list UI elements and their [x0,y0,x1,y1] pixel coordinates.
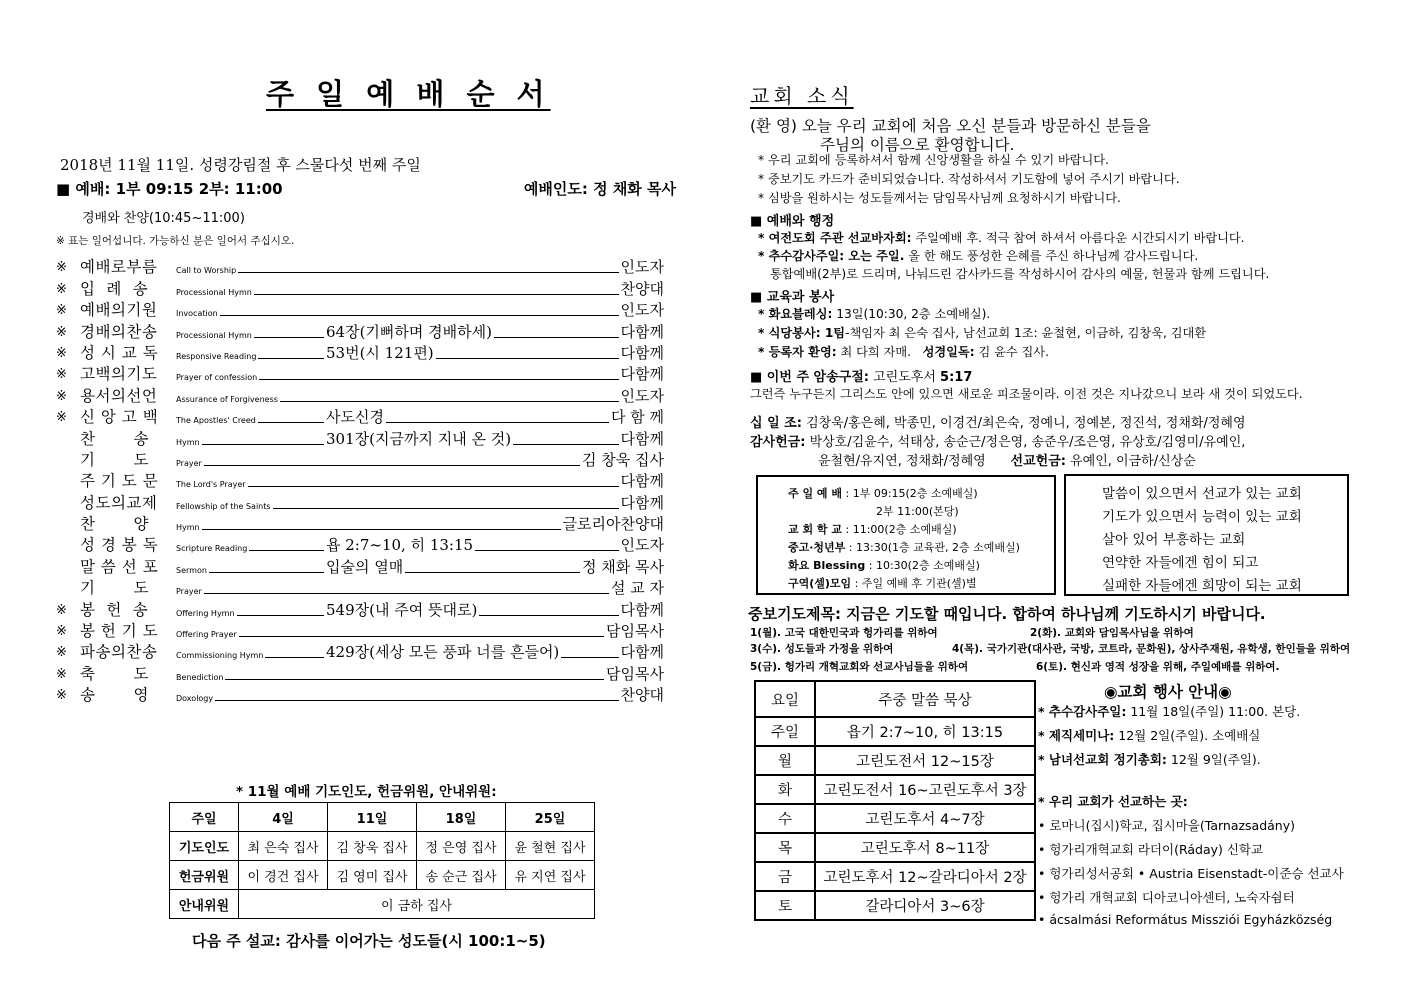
memory-verse-heading: ■ 이번 주 암송구절: 고린도후서 5:17 [750,370,973,385]
leader-line [479,615,618,616]
leader-line [386,422,609,423]
event-item: * 추수감사주일: 11월 18일(주일) 11:00. 본당. [1038,704,1301,719]
table-cell: 정 은영 집사 [417,832,506,861]
page-title: 주 일 예 배 순 서 [266,77,551,111]
welcome-item: * 심방을 원하시는 성도들께서는 담임목사님께 요청하시기 바랍니다. [758,191,1121,205]
table-row [755,775,1035,804]
stand-mark: ※ [56,281,67,297]
worship-order-row [56,256,664,277]
order-item-name: 찬 양 [80,515,149,534]
mission-item: • 헝가리개혁교회 라더이(Ráday) 신학교 [1038,842,1264,857]
prayer-topic: 1(월). 고국 대한민국과 헝가리를 위하여 [750,627,938,639]
table-header: 주중 말씀 묵상 [815,681,1035,717]
day-cell: 화 [755,775,815,804]
worship-order-row [56,662,664,683]
order-item-name: 봉 헌 송 [80,600,149,619]
order-item-leader: 다함께 [620,643,664,662]
schedule-line: 2부 11:00(본당) [876,505,959,518]
order-item-leader: 다함께 [620,343,664,362]
order-item-name: 예배로부름 [80,258,158,277]
scripture-cell: 욥기 2:7~10, 히 13:15 [815,717,1035,746]
order-item-name: 예배의기원 [80,301,158,320]
order-item-name: 송 영 [80,686,149,705]
news-item: * 화요블레싱: 13일(10:30, 2층 소예배실). [758,307,991,321]
events-title: ◉교회 행사 안내◉ [1104,683,1232,701]
leader-line [259,379,618,380]
next-sermon: 다음 주 설교: 감사를 이어가는 성도들(시 100:1~5) [192,932,546,950]
order-item-name: 기 도 [80,579,149,598]
order-item-leader: 다함께 [620,429,664,448]
stand-mark: ※ [56,666,67,682]
table-row [170,832,595,861]
leader-line [280,401,619,402]
worship-order-row [56,598,664,619]
stand-mark: ※ [56,260,67,276]
schedule-line: 구역(셀)모임 : 주일 예배 후 기관(셀)별 [788,577,977,590]
leader-line [204,465,580,466]
worship-order-row [56,277,664,298]
order-item-detail: 301장(지금까지 지내 온 것) [326,429,512,448]
stand-mark: ※ [56,645,67,661]
leader-line [204,593,609,594]
table-cell: 김 영미 집사 [328,861,417,890]
worship-time: ■ 예배: 1부 09:15 2부: 11:00 [56,180,283,198]
table-cell: 김 창욱 집사 [328,832,417,861]
prayer-roster-heading: * 11월 예배 기도인도, 헌금위원, 안내위원: [236,784,497,800]
welcome-item: * 우리 교회에 등록하셔서 함께 신앙생활을 하실 수 있기 바랍니다. [758,153,1109,167]
table-header: 18일 [417,803,506,832]
order-item-leader: 다함께 [620,472,664,491]
order-item-name: 축 도 [80,664,149,683]
order-item-english: Assurance of Forgiveness [176,394,278,404]
scripture-cell: 고린도전서 16~고린도후서 3장 [815,775,1035,804]
prayer-roster-table [169,802,595,919]
church-vision-box [1064,474,1349,596]
leader-line [220,315,619,316]
order-item-name: 봉 헌 기 도 [80,622,159,641]
day-cell: 금 [755,862,815,891]
leader-line [237,615,324,616]
prayer-topic: 6(토). 현신과 영적 성장을 위해, 주일예배를 위하여. [1036,661,1280,673]
order-item-english: Prayer [176,458,202,468]
mission-title: * 우리 교회가 선교하는 곳: [1038,794,1188,809]
praise-time: 경배와 찬양(10:45~11:00) [82,211,245,226]
worship-order-row [56,684,664,705]
leader-line [215,700,618,701]
memory-verse: 그런즉 누구든지 그리스도 안에 있으면 새로운 피조물이라. 이전 것은 지나갔으니 보라 새 것이 되었도다. [750,387,1303,401]
schedule-box [756,475,1056,595]
leader-line [258,422,324,423]
leader-line [238,272,618,273]
table-header-row [170,803,595,832]
mission-item: • 헝가리 개혁교회 디아코니아센터, 노숙자쉼터 [1038,890,1295,905]
table-header: 11일 [328,803,417,832]
mission-item: • 헝가리성서공회 • Austria Eisenstadt-이준승 선교사 [1038,866,1344,881]
news-item: 통합예배(2부)로 드리며, 나눠드린 감사카드를 작성하시어 감사의 예물, 헌물과 함께 드립니다. [770,267,1270,281]
worship-order-row [56,363,664,384]
order-item-english: Processional Hymn [176,330,252,340]
leader-line [513,444,618,445]
day-cell: 수 [755,804,815,833]
stand-mark: ※ [56,388,67,404]
order-item-english: Doxology [176,694,214,704]
leader-line [436,358,619,359]
leader-line [254,337,324,338]
welcome-line: 주님의 이름으로 환영합니다. [820,136,1015,154]
worship-order-row [56,620,664,641]
order-item-english: Offering Hymn [176,608,235,618]
prayer-topic: 3(수). 성도들과 가정을 위하여 [750,643,894,655]
table-header: 요일 [755,681,815,717]
table-row [170,861,595,890]
table-cell: 송 순근 집사 [417,861,506,890]
table-cell: 최 은숙 집사 [239,832,328,861]
scripture-cell: 고린도전서 12~15장 [815,746,1035,775]
leader-line [248,486,619,487]
worship-order-row [56,406,664,427]
worship-order-row [56,449,664,470]
news-title: 교회 소식 [750,84,854,108]
worship-order-row [56,513,664,534]
order-item-english: Commissioning Hymn [176,651,264,661]
stand-mark: ※ [56,303,67,319]
table-row [755,746,1035,775]
order-item-english: Processional Hymn [176,287,252,297]
table-header: 주일 [170,803,239,832]
table-cell: 유 지연 집사 [506,861,595,890]
news-item: * 여전도회 주관 선교바자회: 주일예배 후. 적극 참여 하셔서 아름다운 시간되시기 바랍니다. [758,231,1245,245]
row-label: 안내위원 [170,890,239,919]
order-item-name: 성 시 교 독 [80,343,159,362]
section-heading: ■ 예배와 행정 [750,214,835,229]
leader-line [249,550,324,551]
order-item-leader: 다 함 께 [610,408,664,427]
stand-mark: ※ [56,688,67,704]
stand-mark: ※ [56,324,67,340]
worship-order-row [56,299,664,320]
day-cell: 월 [755,746,815,775]
table-row [170,890,595,919]
stand-mark: ※ [56,602,67,618]
order-item-leader: 다함께 [620,493,664,512]
day-cell: 주일 [755,717,815,746]
order-item-leader: 설 교 자 [610,579,664,598]
worship-order-list [56,256,664,705]
leader-line [561,657,618,658]
date-line: 2018년 11월 11일. 성령강림절 후 스물다섯 번째 주일 [60,156,421,174]
table-cell: 윤 철현 집사 [506,832,595,861]
leader-line [202,529,561,530]
vision-line: 말씀이 있으면서 선교가 있는 교회 [1102,486,1302,502]
order-item-name: 용서의선언 [80,386,158,405]
order-item-name: 파송의찬송 [80,643,158,662]
order-item-detail: 64장(기뻐하며 경배하세) [326,322,492,341]
leader-line [225,679,604,680]
order-item-leader: 담임목사 [606,664,664,683]
table-row [755,891,1035,920]
table-cell: 이 경건 집사 [239,861,328,890]
order-item-name: 찬 송 [80,429,149,448]
news-item: * 식당봉사: 1팀-책임자 최 은숙 집사, 남선교회 1조: 윤철현, 이금하, 김창욱, 김대환 [758,326,1207,340]
leader-line [254,294,619,295]
order-item-english: Invocation [176,309,218,319]
order-item-english: Hymn [176,437,200,447]
vision-line: 실패한 자들에겐 희망이 되는 교회 [1102,578,1302,594]
event-item: * 남녀선교회 정기총회: 12월 9일(주일). [1038,752,1261,767]
thanks-line: 감사헌금: 박상호/김윤수, 석태상, 송순근/정은영, 송준우/조은영, 유상호/김영미/유예인, [750,435,1246,450]
order-item-detail: 욥 2:7~10, 히 13:15 [326,536,474,555]
mission-item: • 로마니(집시)학교, 집시마을(Tarnazsadány) [1038,818,1296,833]
order-item-name: 성도의교제 [80,493,158,512]
order-item-detail: 입술의 열매 [326,557,404,576]
order-item-detail: 429장(세상 모든 풍파 너를 흔들어) [326,643,560,662]
order-item-name: 입 례 송 [80,279,149,298]
stand-mark: ※ [56,345,67,361]
order-item-english: Call to Worship [176,266,237,276]
stand-note: ※ 표는 일어섭니다. 가능하신 분은 일어서 주십시오. [56,235,295,247]
order-item-detail: 53번(시 121편) [326,343,434,362]
schedule-line: 교 회 학 교 : 11:00(2층 소예배실) [788,523,957,536]
leader-line [405,572,580,573]
order-item-leader: 인도자 [620,536,664,555]
order-item-leader: 찬양대 [620,279,664,298]
worship-order-row [56,342,664,363]
vision-line: 기도가 있으면서 능력이 있는 교회 [1102,509,1302,525]
leader-line [202,444,324,445]
worship-order-row [56,534,664,555]
scripture-cell: 고린도후서 4~7장 [815,804,1035,833]
leader-line [475,550,618,551]
day-cell: 목 [755,833,815,862]
tithe-line: 십 일 조: 김창욱/홍은혜, 박종민, 이경건/최은숙, 정예니, 정예본, 정진석, 정채화/정혜영 [750,416,1246,431]
leader-line [265,657,324,658]
table-cell: 이 금하 집사 [239,890,595,919]
order-item-leader: 인도자 [620,301,664,320]
news-item: * 등록자 환영: 최 다희 자매. 성경일독: 김 윤수 집사. [758,345,1049,359]
worship-order-row [56,470,664,491]
worship-order-row [56,491,664,512]
order-item-leader: 담임목사 [606,622,664,641]
order-item-english: Responsive Reading [176,351,257,361]
table-header-row [755,681,1035,717]
news-item: * 추수감사주일: 오는 주일. 올 한 해도 풍성한 은혜를 주신 하나님께 감사드립니다. [758,249,1199,263]
day-cell: 토 [755,891,815,920]
schedule-line: 중고·청년부 : 13:30(1층 교육관, 2층 소예배실) [788,541,1020,554]
worship-order-row [56,320,664,341]
table-row [755,804,1035,833]
order-item-name: 주 기 도 문 [80,472,159,491]
prayer-topics-title: 중보기도제목: 지금은 기도할 때입니다. 합하여 하나님께 기도하시기 바랍니다. [748,605,1266,623]
mission-item: • ácsalmási Református Missziói Egyházközség [1038,912,1333,927]
table-header: 25일 [506,803,595,832]
leader-line [209,572,324,573]
order-item-name: 경배의찬송 [80,322,158,341]
order-item-english: The Apostles' Creed [176,416,256,426]
order-item-leader: 정 채화 목사 [582,557,664,576]
order-item-english: Offering Prayer [176,630,237,640]
order-item-leader: 글로리아찬양대 [562,515,664,534]
table-row [755,833,1035,862]
stand-mark: ※ [56,367,67,383]
order-item-name: 기 도 [80,450,149,469]
order-item-english: Hymn [176,523,200,533]
scripture-cell: 갈라디아서 3~6장 [815,891,1035,920]
order-item-leader: 찬양대 [620,686,664,705]
leader-line [239,636,604,637]
order-item-english: Benediction [176,672,224,682]
order-item-english: Sermon [176,565,207,575]
schedule-line: 주 일 예 배 : 1부 09:15(2층 소예배실) [788,487,978,500]
welcome-line: (환 영) 오늘 우리 교회에 처음 오신 분들과 방문하신 분들을 [750,117,1151,135]
order-item-english: Scripture Reading [176,544,248,554]
order-item-leader: 인도자 [620,258,664,277]
order-item-detail: 549장(내 주여 뜻대로) [326,600,478,619]
worship-leader: 예배인도: 정 채화 목사 [523,180,676,198]
prayer-topic: 5(금). 헝가리 개혁교회와 선교사님들을 위하여 [750,661,969,673]
leader-line [494,337,619,338]
order-item-detail: 사도신경 [326,408,384,427]
order-item-leader: 다함께 [620,322,664,341]
worship-order-row [56,427,664,448]
worship-order-row [56,641,664,662]
prayer-topic: 2(화). 교회와 담임목사님을 위하여 [1030,627,1194,639]
table-header: 4일 [239,803,328,832]
section-heading: ■ 교육과 봉사 [750,290,835,305]
table-row [755,717,1035,746]
table-row [755,862,1035,891]
vision-line: 살아 있어 부흥하는 교회 [1102,532,1246,548]
schedule-line: 화요 Blessing : 10:30(2층 소예배실) [788,559,980,572]
order-item-leader: 다함께 [620,600,664,619]
weekly-meditation-table [754,680,1036,921]
order-item-name: 성 경 봉 독 [80,536,159,555]
row-label: 기도인도 [170,832,239,861]
worship-order-row [56,555,664,576]
vision-line: 연약한 자들에겐 힘이 되고 [1102,555,1259,571]
worship-order-row [56,384,664,405]
order-item-name: 말 씀 선 포 [80,557,159,576]
event-item: * 제직세미나: 12월 2일(주일). 소예배실 [1038,728,1261,743]
welcome-item: * 중보기도 카드가 준비되었습니다. 작성하셔서 기도함에 넣어 주시기 바랍니다. [758,172,1180,186]
order-item-leader: 김 창욱 집사 [582,450,664,469]
order-item-english: The Lord's Prayer [176,480,246,490]
worship-order-row [56,577,664,598]
order-item-name: 고백의기도 [80,365,158,384]
order-item-name: 신 앙 고 백 [80,408,159,427]
order-item-leader: 다함께 [620,365,664,384]
stand-mark: ※ [56,410,67,426]
leader-line [258,358,324,359]
order-item-leader: 인도자 [620,386,664,405]
scripture-cell: 고린도후서 12~갈라디아서 2장 [815,862,1035,891]
thanks-line-2: 윤철현/유지연, 정채화/정혜영 선교헌금: 유예인, 이금하/신상순 [818,454,1196,469]
leader-line [273,508,619,509]
order-item-english: Prayer of confession [176,373,258,383]
order-item-english: Prayer [176,587,202,597]
order-item-english: Fellowship of the Saints [176,501,271,511]
stand-mark: ※ [56,624,67,640]
row-label: 헌금위원 [170,861,239,890]
scripture-cell: 고린도후서 8~11장 [815,833,1035,862]
prayer-topic: 4(목). 국가기관(대사관, 국방, 코트라, 문화원), 상사주재원, 유학생, 한인들을 위하여 [952,643,1351,655]
